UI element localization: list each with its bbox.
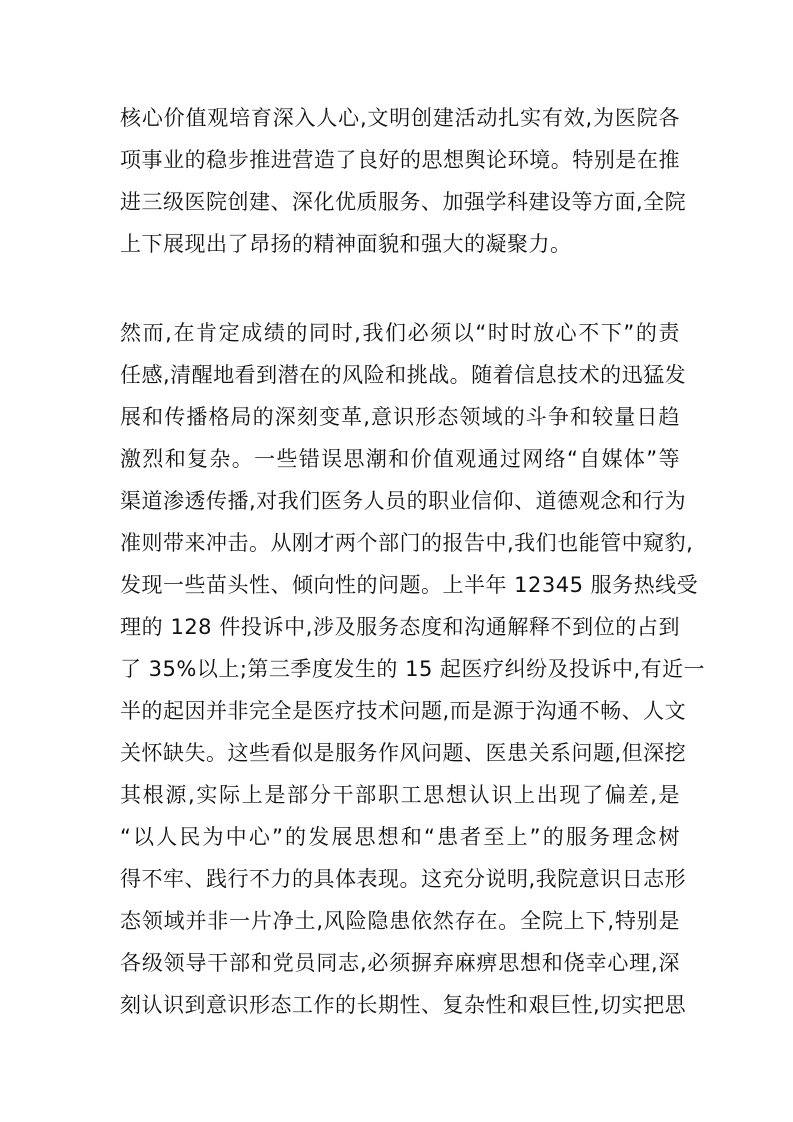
text-line: 关怀缺失。这些看似是服务作风问题、医患关系问题,但深挖 <box>120 741 687 765</box>
text-line: 理的 128 件投诉中,涉及服务态度和沟通解释不到位的占到 <box>120 615 680 639</box>
text-line: 其根源,实际上是部分干部职工思想认识上出现了偏差,是 <box>120 783 680 807</box>
text-line: 刻认识到意识形态工作的长期性、复杂性和艰巨性,切实把思 <box>120 993 687 1017</box>
text-line: 进三级医院创建、深化优质服务、加强学科建设等方面,全院 <box>120 190 687 214</box>
text-line: 核心价值观培育深入人心,文明创建活动扎实有效,为医院各 <box>120 106 680 130</box>
text-line: 渠道渗透传播,对我们医务人员的职业信仰、道德观念和行为 <box>120 489 687 513</box>
text-line: 上下展现出了昂扬的精神面貌和强大的凝聚力。 <box>120 232 572 256</box>
text-line: 项事业的稳步推进营造了良好的思想舆论环境。特别是在推 <box>120 148 680 172</box>
text-line: 准则带来冲击。从刚才两个部门的报告中,我们也能管中窥豹, <box>120 531 694 555</box>
text-line: 任感,清醒地看到潜在的风险和挑战。随着信息技术的迅猛发 <box>120 363 687 387</box>
text-line: 态领域并非一片净土,风险隐患依然存在。全院上下,特别是 <box>120 909 680 933</box>
text-line: 然而,在肯定成绩的同时,我们必须以“时时放心不下”的责 <box>120 321 680 345</box>
text-line: 得不牢、践行不力的具体表现。这充分说明,我院意识日志形 <box>120 867 687 891</box>
text-line: 各级领导干部和党员同志,必须摒弃麻痹思想和侥幸心理,深 <box>120 951 680 975</box>
text-line: 激烈和复杂。一些错误思潮和价值观通过网络“自媒体”等 <box>120 447 680 471</box>
text-line: 展和传播格局的深刻变革,意识形态领域的斗争和较量日趋 <box>120 405 680 429</box>
text-line: 发现一些苗头性、倾向性的问题。上半年 12345 服务热线受 <box>120 573 699 597</box>
text-line: “以人民为中心”的发展思想和“患者至上”的服务理念树 <box>120 825 680 849</box>
text-line: 了 35%以上;第三季度发生的 15 起医疗纠纷及投诉中,有近一 <box>120 657 706 681</box>
text-line: 半的起因并非完全是医疗技术问题,而是源于沟通不畅、人文 <box>120 699 687 723</box>
